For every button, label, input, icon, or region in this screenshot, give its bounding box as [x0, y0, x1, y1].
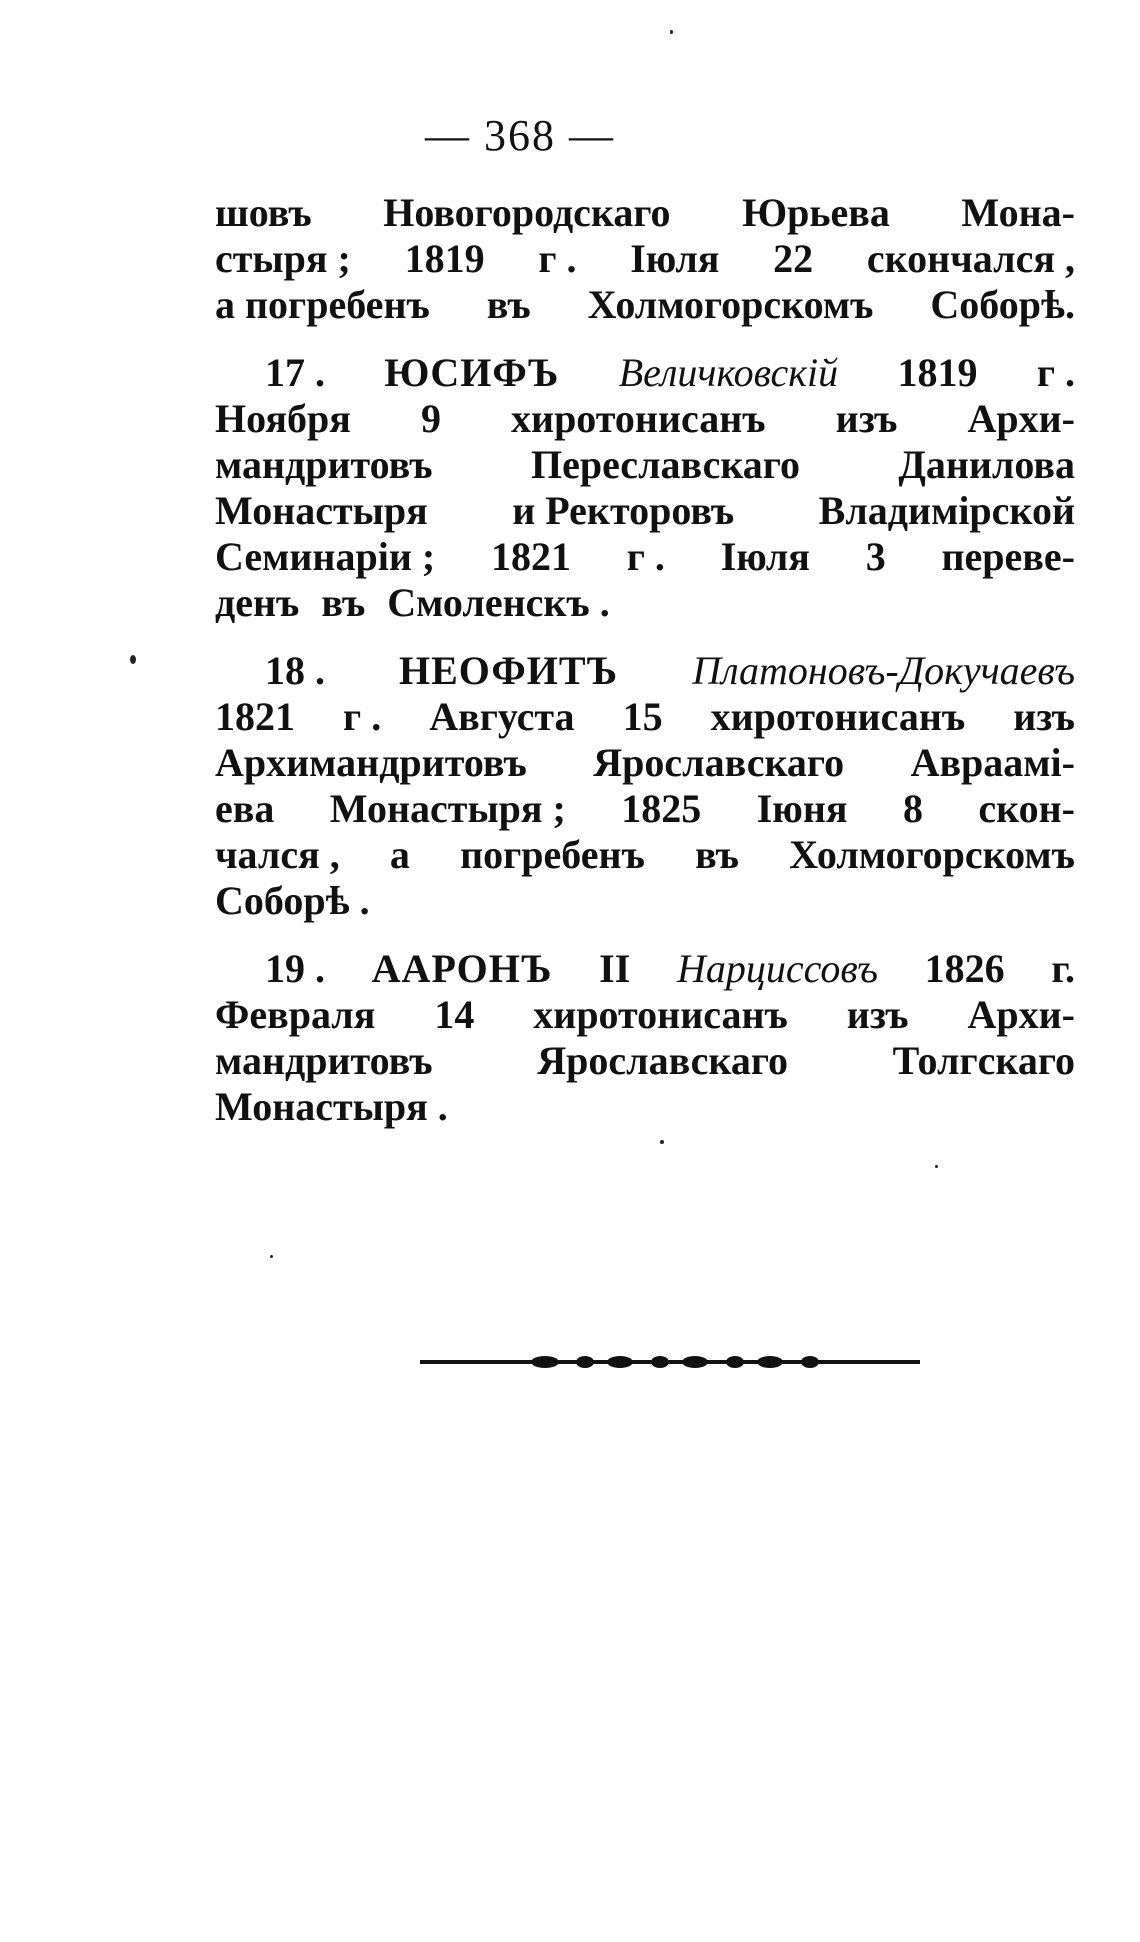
entry-19: [215, 946, 1075, 1130]
text-line: а погребенъ въ Холмогорскомъ Соборѣ.: [215, 282, 1075, 327]
bishop-surname: Величковскій: [618, 350, 839, 395]
text-line: мандритовъ Ярославскаго Толгскаго: [215, 1038, 1075, 1083]
bishop-name: НЕОФИТЪ: [399, 648, 619, 693]
text-line: Семинаріи ; 1821 г . Іюля 3 переве-: [215, 534, 1075, 579]
entry-17: [215, 350, 1075, 626]
text-line: ева Монастыря ; 1825 Іюня 8 скон-: [215, 786, 1075, 831]
text-line: шовъ Новогородскаго Юрьева Мона-: [215, 190, 1075, 235]
scan-speck: [670, 30, 673, 34]
scan-speck: [270, 1255, 273, 1258]
entry-heading-line: 19 . ААРОНЪ II Нарциссовъ 1826 г.: [265, 946, 1075, 991]
text-line: Архимандритовъ Ярославскаго Авраамі-: [215, 740, 1075, 785]
page-number: — 368 —: [425, 111, 615, 160]
text-line: стыря ; 1819 г . Іюля 22 скончался ,: [215, 236, 1075, 281]
text-line: чался , а погребенъ въ Холмогорскомъ: [215, 832, 1075, 877]
text-line: 1821 г . Августа 15 хиротонисанъ изъ: [215, 694, 1075, 739]
entry-heading-line: 17 . ЮСИФЪ Величковскій 1819 г .: [265, 350, 1075, 395]
scan-speck: [130, 655, 136, 664]
text-line: мандритовъ Переславскаго Данилова: [215, 442, 1075, 487]
text-line: Ноября 9 хиротонисанъ изъ Архи-: [215, 396, 1075, 441]
text-line: Февраля 14 хиротонисанъ изъ Архи-: [215, 992, 1075, 1037]
ornament-divider: [420, 1350, 920, 1374]
scan-speck: [660, 1140, 664, 1144]
text-line: денъ въ Смоленскъ .: [215, 580, 610, 625]
bishop-surname: Нарциссовъ: [676, 946, 878, 991]
text-line: Монастыря и Ректоровъ Владимірской: [215, 488, 1075, 533]
bishop-surname: Платоновъ-Докучаевъ: [692, 648, 1075, 693]
paragraph-1: [215, 190, 1075, 328]
bishop-name: ААРОНЪ: [371, 946, 553, 991]
entry-heading-line: 18 . НЕОФИТЪ Платоновъ-Докучаевъ: [265, 648, 1075, 693]
bishop-name: ЮСИФЪ: [384, 350, 560, 395]
body-text: [215, 190, 1075, 1152]
entry-18: [215, 648, 1075, 924]
text-line: Монастыря .: [215, 1084, 448, 1129]
scan-speck: [935, 1165, 938, 1168]
text-line: Соборѣ .: [215, 878, 370, 923]
